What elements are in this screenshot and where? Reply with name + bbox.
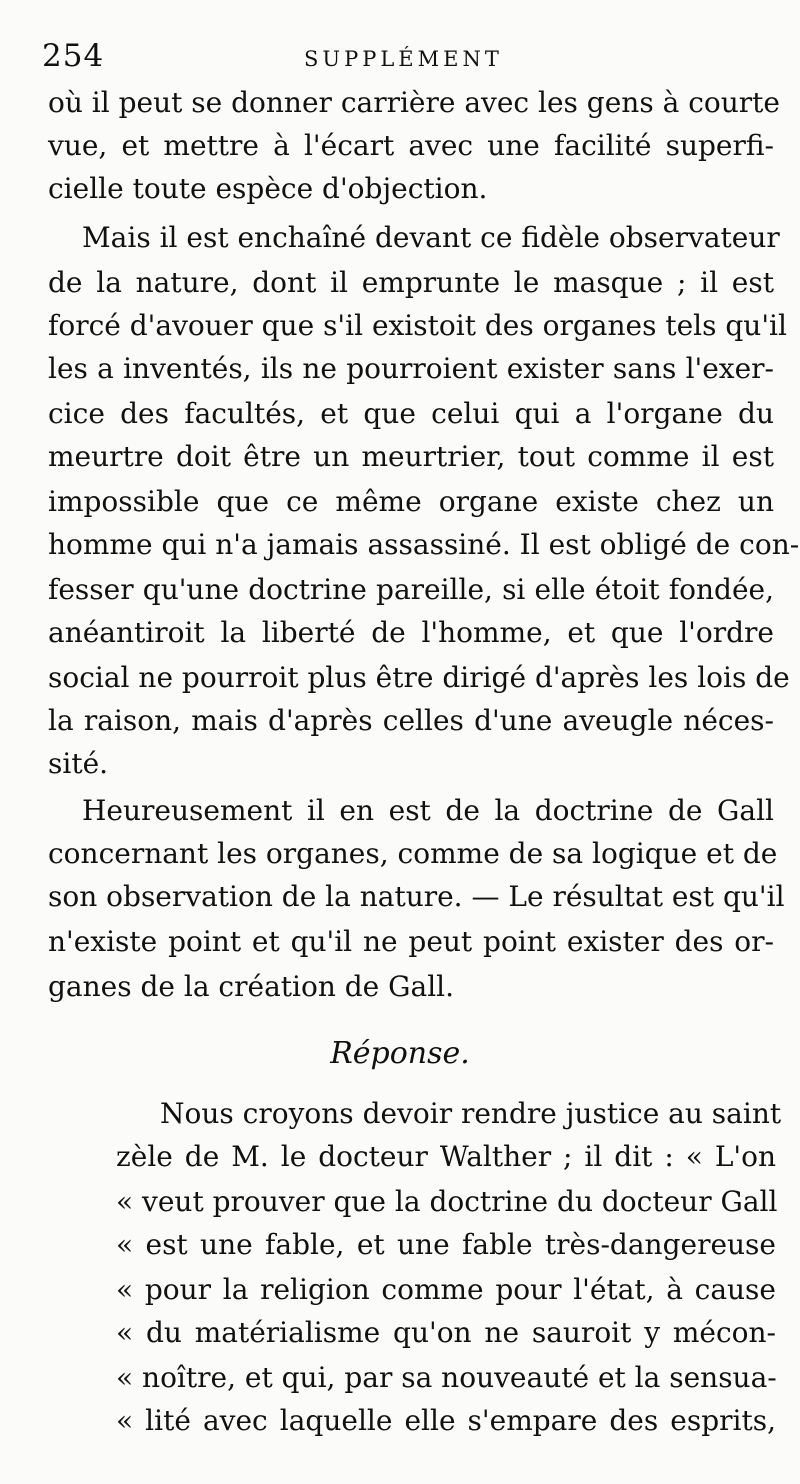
section-heading: Réponse. xyxy=(330,1036,470,1071)
text-line: n'existe point et qu'il ne peut point exister des or- xyxy=(48,925,774,958)
text-line: « veut prouver que la doctrine du docteur Gall xyxy=(116,1185,778,1218)
text-line: meurtre doit être un meurtrier, tout comme il est xyxy=(48,440,774,473)
text-line: impossible que ce même organe existe chez un xyxy=(48,485,774,518)
text-line: fesser qu'une doctrine pareille, si elle étoit fondée, xyxy=(48,573,774,606)
text-line: Nous croyons devoir rendre justice au saint xyxy=(160,1097,782,1130)
text-line: son observation de la nature. — Le résultat est qu'il xyxy=(48,880,785,913)
text-line: Mais il est enchaîné devant ce fidèle observateur xyxy=(82,221,780,254)
text-line: homme qui n'a jamais assassiné. Il est obligé de con- xyxy=(48,528,800,561)
text-line: social ne pourroit plus être dirigé d'après les lois de xyxy=(48,661,790,694)
text-line: forcé d'avouer que s'il existoit des organes tels qu'il xyxy=(48,309,787,342)
text-line: Heureusement il en est de la doctrine de Gall xyxy=(82,794,774,827)
text-line: de la nature, dont il emprunte le masque ; il est xyxy=(48,266,774,299)
running-head: SUPPLÉMENT xyxy=(304,47,503,71)
text-line: « du matérialisme qu'on ne sauroit y mécon- xyxy=(116,1316,776,1349)
text-line: zèle de M. le docteur Walther ; il dit : « L'on xyxy=(116,1140,776,1173)
text-line: anéantiroit la liberté de l'homme, et que l'ordre xyxy=(48,616,774,649)
page-number: 254 xyxy=(42,38,105,74)
text-line: sité. xyxy=(48,747,109,780)
text-line: « noître, et qui, par sa nouveauté et la sensua- xyxy=(116,1361,777,1394)
text-line: ganes de la création de Gall. xyxy=(48,970,455,1003)
page-header xyxy=(42,36,770,80)
text-line: cielle toute espèce d'objection. xyxy=(48,172,488,205)
text-line: les a inventés, ils ne pourroient exister sans l'exer- xyxy=(48,352,774,385)
text-line: cice des facultés, et que celui qui a l'organe du xyxy=(48,397,774,430)
text-line: où il peut se donner carrière avec les gens à courte xyxy=(48,86,780,119)
text-line: la raison, mais d'après celles d'une aveugle néces- xyxy=(48,704,774,737)
text-line: « lité avec laquelle elle s'empare des esprits, xyxy=(116,1404,776,1437)
text-line: « pour la religion comme pour l'état, à cause xyxy=(116,1273,776,1306)
text-line: « est une fable, et une fable très-dangereuse xyxy=(116,1228,776,1261)
text-line: vue, et mettre à l'écart avec une facilité superfi- xyxy=(48,129,774,162)
text-line: concernant les organes, comme de sa logique et de xyxy=(48,837,778,870)
